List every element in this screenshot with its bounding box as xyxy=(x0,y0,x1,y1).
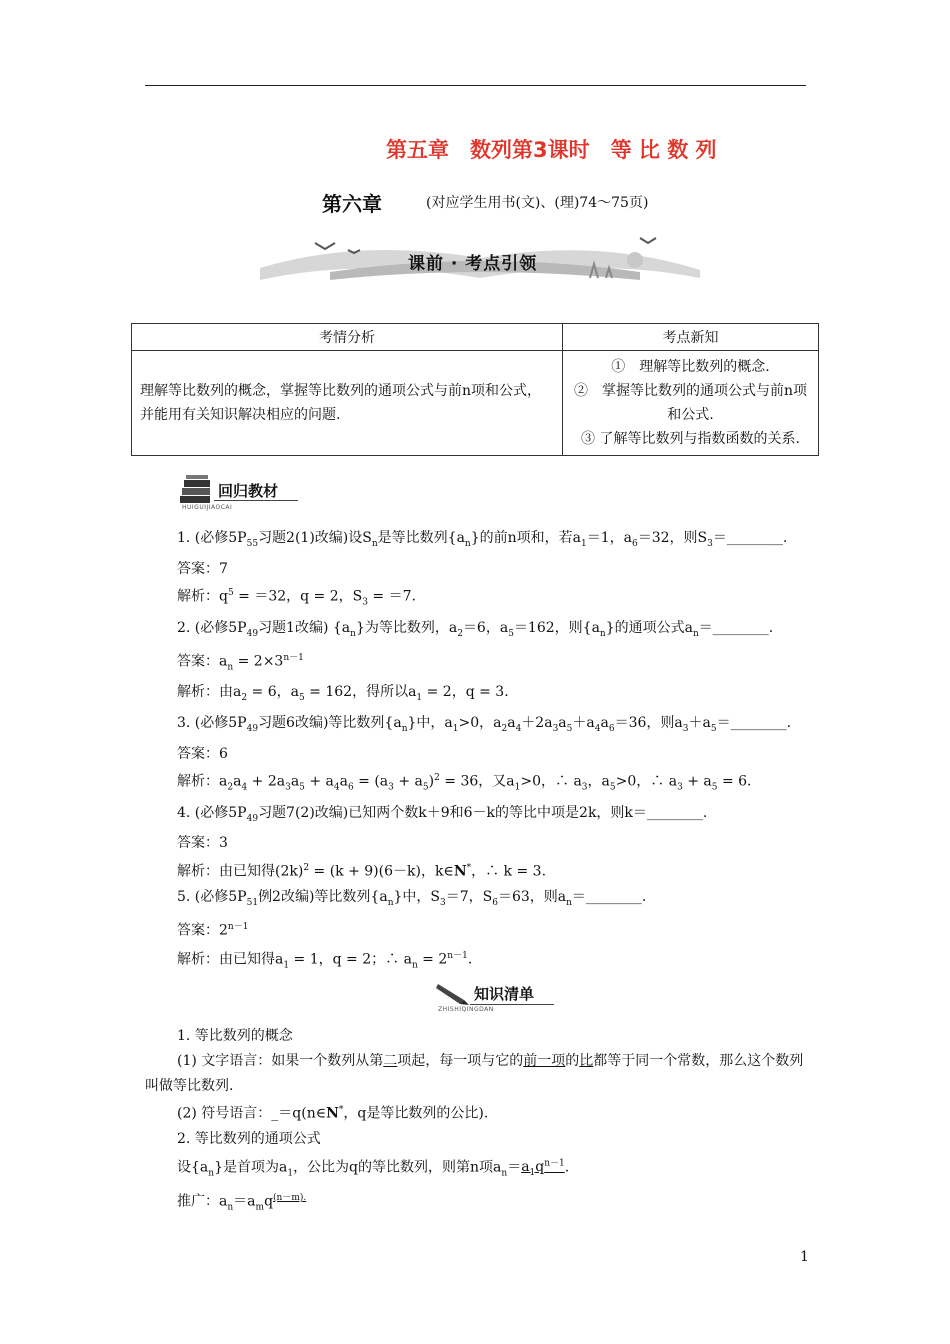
section-title: 知识清单 xyxy=(474,984,535,1003)
badge-underline xyxy=(214,500,298,501)
section-title: 回归教材 xyxy=(218,481,279,500)
pen-icon xyxy=(436,980,470,1006)
solution-3: 解析：$a_2a_4 + 2a_3a_5 + a_4a_6 = (a_3 + a_5)^2 = 36$，又$a_1>0$，∴ $a_3$，$a_5>0$，∴ $a_3 + a_5 = 6$. xyxy=(177,773,752,793)
problem-4: 4. (必修$5P_{49}$习题7(2)改编)已知两个数k＋9和6－k的等比中项是2k，则k＝________. xyxy=(177,804,708,824)
solution-4: 解析：由已知得$(2k)^2 = (k + 9)(6-k)$，k∈N*，∴ k = 3. xyxy=(177,863,547,880)
col-header-points: 考点新知 xyxy=(563,324,819,351)
solution-2: 解析：由$a_2 = 6$，$a_5 = 162$，得所以$a_1 = 2$，q = 3. xyxy=(177,684,509,704)
knowledge-1-symbol: (2) 符号语言：_＝q(n∈N*，q是等比数列的公比). xyxy=(177,1105,489,1123)
goals-table xyxy=(131,323,819,456)
knowledge-2-title: 2. 等比数列的通项公式 xyxy=(177,1130,321,1147)
answer-1: 答案：7 xyxy=(177,560,228,577)
section-subtitle: HUIGUIJIAOCAI xyxy=(182,504,233,511)
point-3: ③ 了解等比数列与指数函数的关系. xyxy=(581,431,800,447)
header-rule xyxy=(145,85,806,86)
points-cell xyxy=(563,351,819,456)
section-badge-knowledge xyxy=(436,980,538,1006)
problems-block xyxy=(145,526,810,978)
answer-2: 答案：$a_n = 2\times 3^{n-1}$ xyxy=(177,653,304,673)
reference-note: (对应学生用书(文)、(理)74～75页) xyxy=(426,195,649,211)
problem-3: 3. (必修$5P_{49}$习题6改编)等比数列$\{a_n\}$中，$a_1>0$，$a_2a_4+2a_3a_5+a_4a_6=36$，则$a_3+a_5=\_\_\_\_\_\_\_\_$. xyxy=(177,715,792,734)
answer-4: 答案：3 xyxy=(177,835,228,852)
page-number: 1 xyxy=(800,1249,809,1265)
badge-underline xyxy=(470,1004,554,1005)
problem-5: 5. (必修$5P_{51}$例2改编)等比数列$\{a_n\}$中，$S_3=7$，$S_6=63$，则$a_n=\_\_\_\_\_\_\_\_$. xyxy=(177,888,647,908)
knowledge-2-generalize: 推广：$a_n=a_mq^{(n-m).}$ xyxy=(177,1192,307,1213)
solution-5: 解析：由已知得$a_1 = 1$，q = 2；∴ $a_n = 2^{n-1}$. xyxy=(177,950,473,971)
knowledge-block xyxy=(145,1024,810,1220)
solution-1: 解析：$q^5 = =32$，q = 2，$S_3 = =7$. xyxy=(177,588,416,608)
knowledge-1-title: 1. 等比数列的概念 xyxy=(177,1028,293,1044)
col-header-analysis: 考情分析 xyxy=(132,324,563,351)
answer-5: 答案：$2^{n-1}$ xyxy=(177,922,249,939)
chapter-title: 第五章 数列第3课时 等 比 数 列 xyxy=(386,138,717,162)
problem-2: 2. (必修$5P_{49}$习题1改编) $\{a_n\}$为等比数列，$a_2=6$，$a_5=162$，则$\{a_n\}$的通项公式$a_n=\_\_\_\_\_\_\_\_$. xyxy=(177,619,774,639)
section-badge-textbook xyxy=(178,474,282,506)
chapter-six-heading: 第六章 xyxy=(322,192,382,216)
knowledge-1-text: (1) 文字语言：如果一个数列从第二项起，每一项与它的前一项的比都等于同一个常数，那么这个数列叫做等比数列. xyxy=(145,1052,804,1094)
problem-1: 1. (必修$5P_{55}$习题2(1)改编)设$S_n$是等比数列$\{a_n\}$的前n项和，若$a_1=1$，$a_6=32$，则$S_3=\_\_\_\_\_\_\_\_$. xyxy=(177,530,788,549)
analysis-cell: 理解等比数列的概念，掌握等比数列的通项公式与前n项和公式，并能用有关知识解决相应的问题. xyxy=(132,351,563,456)
point-2: ② 掌握等比数列的通项公式与前n项和公式. xyxy=(573,383,807,423)
section-subtitle: ZHISHIQINGDAN xyxy=(438,1006,494,1013)
books-icon xyxy=(178,474,214,506)
answer-3: 答案：6 xyxy=(177,745,228,762)
banner-title: 课前 · 考点引领 xyxy=(408,254,538,274)
point-1: ① 理解等比数列的概念. xyxy=(611,359,770,375)
knowledge-2-text: 设$\{a_n\}$是首项为$a_1$，公比为q的等比数列，则第n项$a_n=a_1q^{n-1}$. xyxy=(177,1158,570,1179)
